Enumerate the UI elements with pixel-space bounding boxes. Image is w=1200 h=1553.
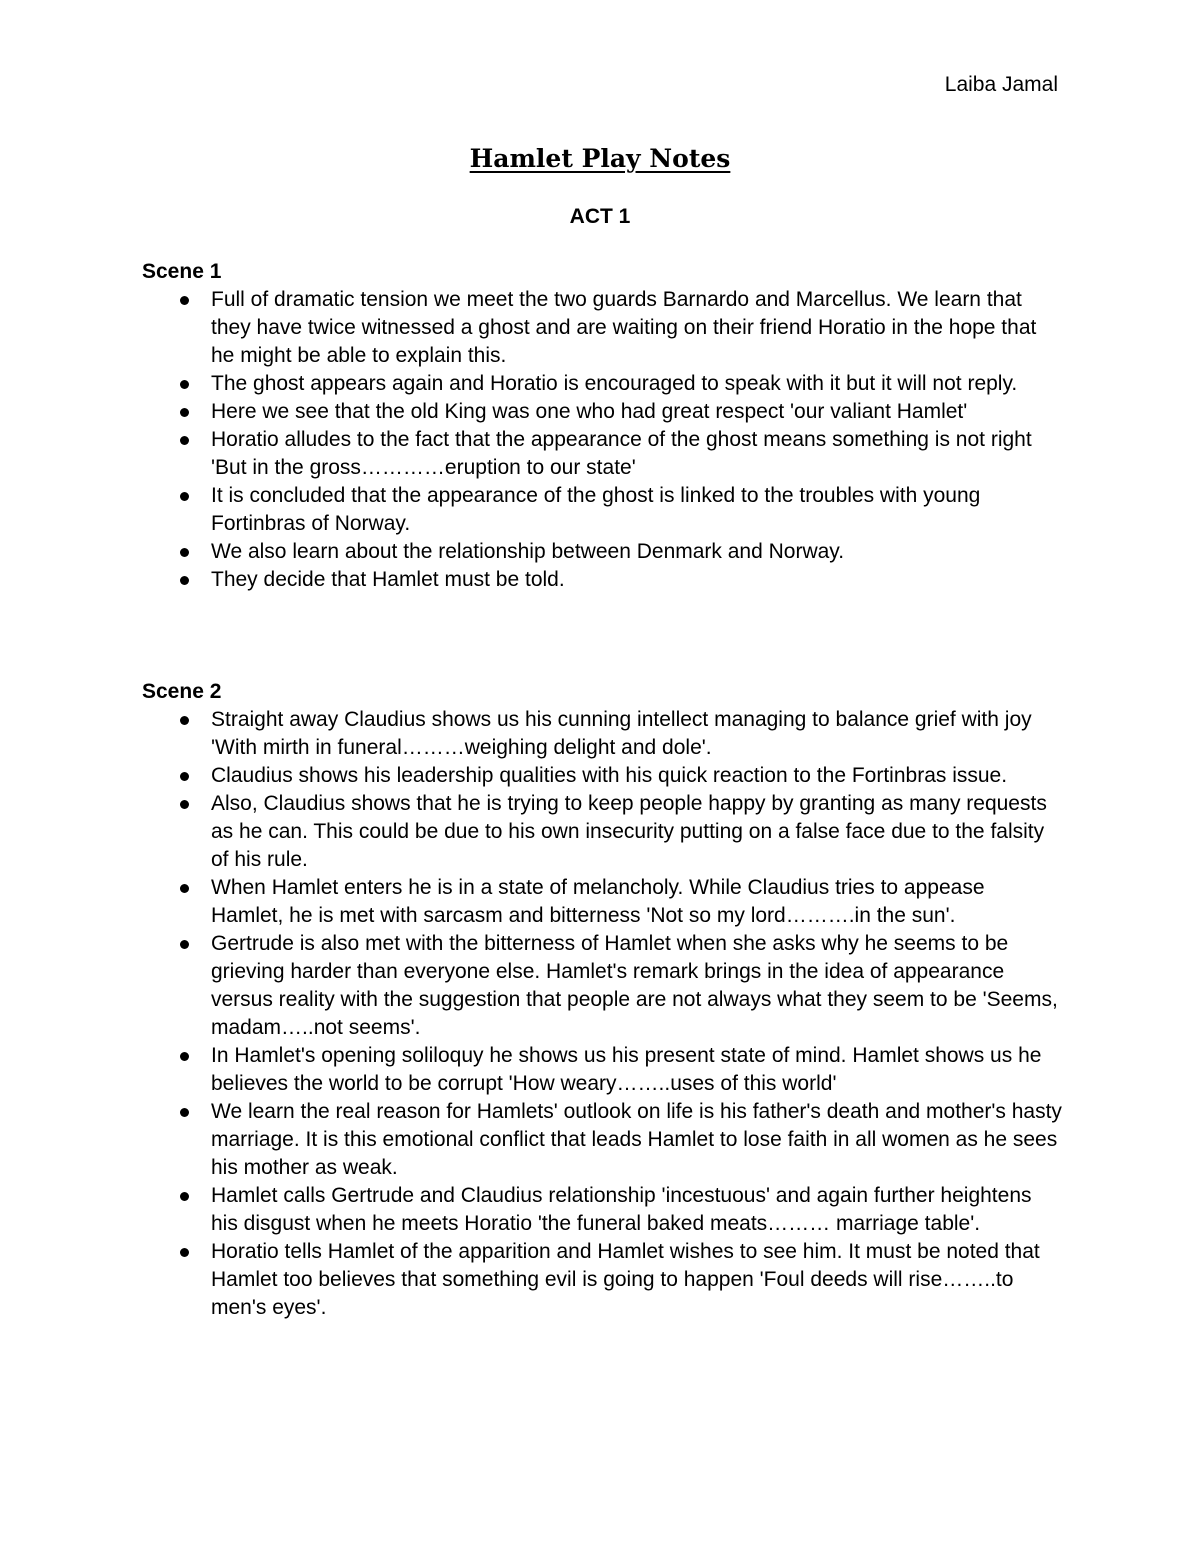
bullet-icon <box>180 380 189 389</box>
list-item-text: The ghost appears again and Horatio is encouraged to speak with it but it will not reply. <box>211 372 1018 395</box>
scene-1-notes-list <box>142 286 1062 594</box>
list-item <box>142 706 1062 762</box>
author-name: Laiba Jamal <box>944 73 1058 96</box>
scene-2-notes-list <box>142 706 1062 1322</box>
list-item <box>142 1042 1062 1098</box>
list-item-text: We learn the real reason for Hamlets' outlook on life is his father's death and mother's hasty marriage. It is this emotional conflict that leads Hamlet to lose faith in all women as he sees his mother as weak. <box>211 1100 1062 1179</box>
bullet-icon <box>180 1108 189 1117</box>
scene-1-section <box>142 258 1062 594</box>
bullet-icon <box>180 800 189 809</box>
bullet-icon <box>180 576 189 585</box>
document-title: Hamlet Play Notes <box>469 144 731 173</box>
list-item <box>142 1182 1062 1238</box>
list-item <box>142 482 1062 538</box>
list-item <box>142 566 1062 594</box>
list-item-text: In Hamlet's opening soliloquy he shows us his present state of mind. Hamlet shows us he believes the world to be corrupt 'How weary……..uses of this world' <box>211 1044 1042 1095</box>
list-item <box>142 1098 1062 1182</box>
list-item <box>142 790 1062 874</box>
list-item-text: Straight away Claudius shows us his cunning intellect managing to balance grief with joy 'With mirth in funeral………weighing delight and dole'. <box>211 708 1032 759</box>
list-item <box>142 370 1062 398</box>
list-item <box>142 286 1062 370</box>
bullet-icon <box>180 548 189 557</box>
bullet-icon <box>180 940 189 949</box>
list-item <box>142 1238 1062 1322</box>
bullet-icon <box>180 884 189 893</box>
bullet-icon <box>180 1248 189 1257</box>
list-item-text: Claudius shows his leadership qualities with his quick reaction to the Fortinbras issue. <box>211 764 1008 787</box>
bullet-icon <box>180 492 189 501</box>
list-item-text: They decide that Hamlet must be told. <box>211 568 565 591</box>
list-item <box>142 874 1062 930</box>
bullet-icon <box>180 408 189 417</box>
scene-2-heading: Scene 2 <box>142 680 222 703</box>
list-item <box>142 930 1062 1042</box>
list-item-text: Also, Claudius shows that he is trying to keep people happy by granting as many requests as he can. This could be due to his own insecurity putting on a false face due to the falsity of his rule. <box>211 792 1047 871</box>
list-item-text: It is concluded that the appearance of the ghost is linked to the troubles with young Fortinbras of Norway. <box>211 484 981 535</box>
list-item <box>142 538 1062 566</box>
bullet-icon <box>180 1052 189 1061</box>
scene-1-heading: Scene 1 <box>142 260 222 283</box>
list-item-text: Here we see that the old King was one who had great respect 'our valiant Hamlet' <box>211 400 968 423</box>
bullet-icon <box>180 716 189 725</box>
list-item-text: Gertrude is also met with the bitterness of Hamlet when she asks why he seems to be grieving harder than everyone else. Hamlet's remark brings in the idea of appearance versus reality with the suggestion that people are not always what they seem to be 'Seems, madam…..not seems'. <box>211 932 1058 1039</box>
scene-2-section <box>142 678 1062 1322</box>
list-item <box>142 762 1062 790</box>
list-item-text: When Hamlet enters he is in a state of melancholy. While Claudius tries to appease Hamlet, he is met with sarcasm and bitterness 'Not so my lord……….in the sun'. <box>211 876 985 927</box>
list-item-text: Horatio tells Hamlet of the apparition and Hamlet wishes to see him. It must be noted that Hamlet too believes that something evil is going to happen 'Foul deeds will rise……..to men's eyes'. <box>211 1240 1040 1319</box>
list-item <box>142 426 1062 482</box>
list-item <box>142 398 1062 426</box>
list-item-text: We also learn about the relationship between Denmark and Norway. <box>211 540 845 563</box>
bullet-icon <box>180 436 189 445</box>
bullet-icon <box>180 296 189 305</box>
bullet-icon <box>180 772 189 781</box>
bullet-icon <box>180 1192 189 1201</box>
list-item-text: Hamlet calls Gertrude and Claudius relationship 'incestuous' and again further heightens his disgust when he meets Horatio 'the funeral baked meats……… marriage table'. <box>211 1184 1032 1235</box>
act-heading: ACT 1 <box>569 205 631 228</box>
list-item-text: Full of dramatic tension we meet the two guards Barnardo and Marcellus. We learn that they have twice witnessed a ghost and are waiting on their friend Horatio in the hope that he might be able to explain this. <box>211 288 1037 367</box>
list-item-text: Horatio alludes to the fact that the appearance of the ghost means something is not right 'But in the gross…………eruption to our state' <box>211 428 1032 479</box>
